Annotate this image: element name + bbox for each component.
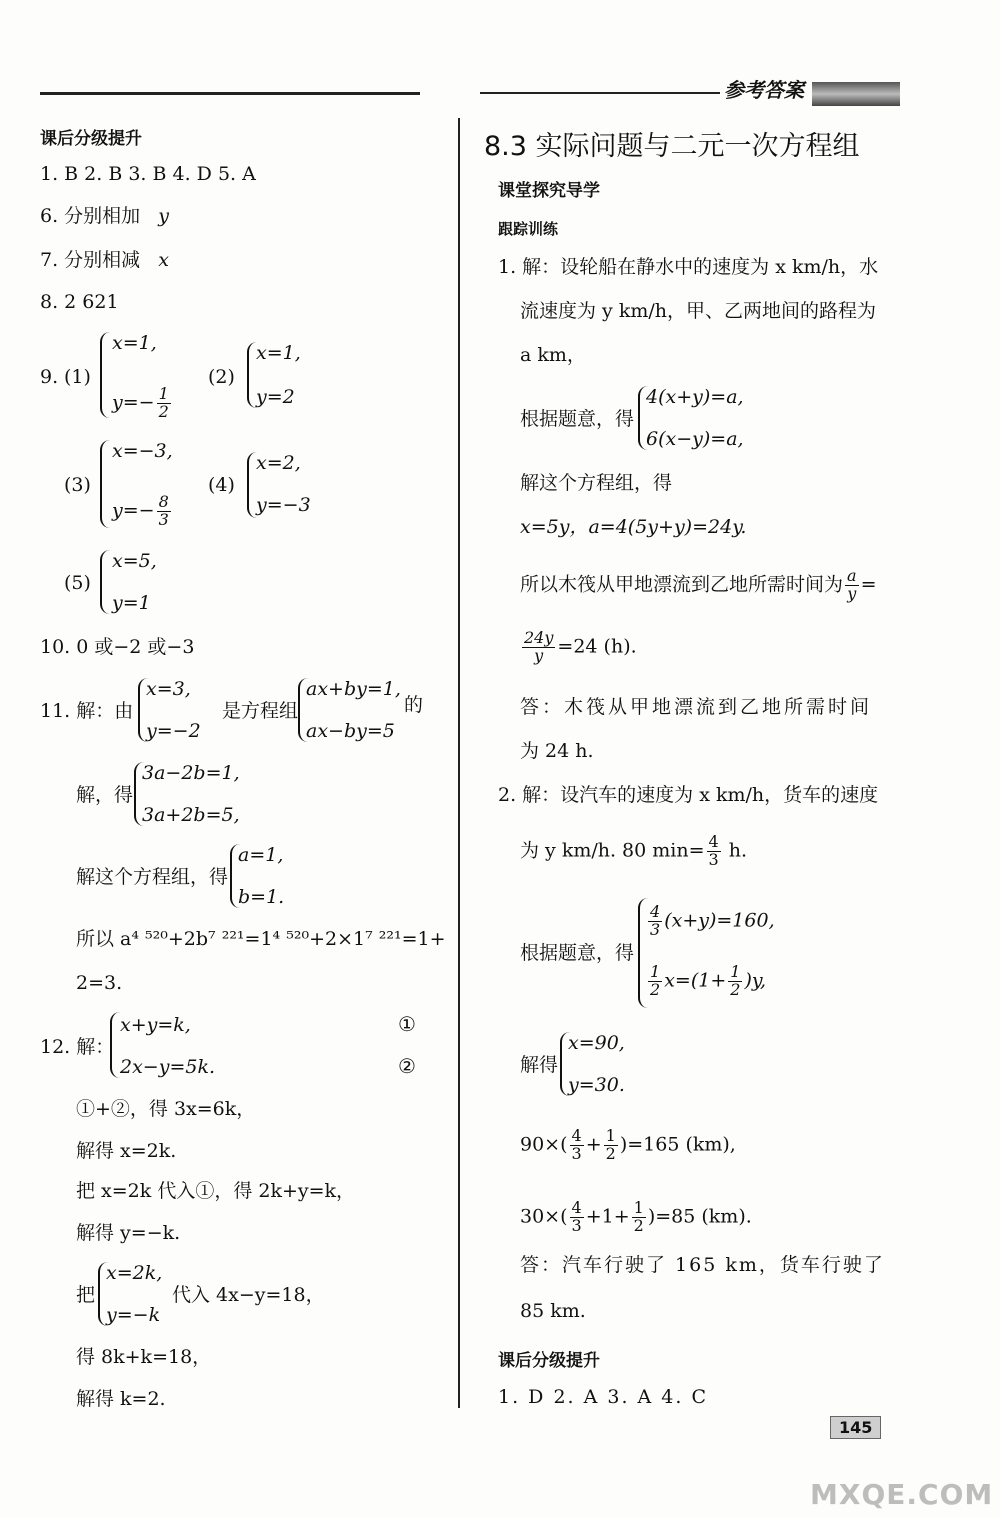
q12-eq1: x+y=k, (120, 1014, 191, 1036)
sys5-line2: y=1 (112, 592, 151, 614)
q11-y: y=−2 (146, 720, 201, 742)
q11-eq1: ax+by=1, (306, 678, 401, 700)
q1-time: 所以木筏从甲地漂流到乙地所需时间为 $\frac{a}{y}$ = (520, 566, 877, 603)
q11-sub-eq1: 3a−2b=1, (142, 762, 240, 784)
q1-line3: a km， (520, 344, 586, 366)
q1-eq2: 6(x−y)=a, (646, 428, 744, 450)
subsection-heading-3: 课后分级提升 (498, 1351, 600, 1371)
part-2-label: (2) (208, 366, 235, 388)
q11-mid: 是方程组 (222, 700, 299, 722)
q2-setup: 根据题意，得 (520, 942, 635, 964)
q2-eq2: $\frac{1}{2}$ x=(1+ $\frac{1}{2}$ )y, (650, 962, 767, 999)
q12-step3: 把 x=2k 代入①，得 2k+y=k， (76, 1180, 356, 1202)
q1-result: x=5y，a=4(5y+y)=24y. (520, 516, 747, 538)
answer-1-5: 1. B 2. B 3. B 4. D 5. A (40, 163, 256, 185)
q1-time-calc: $\frac{24y}{y}$ =24 (h). (524, 628, 637, 665)
q1-answer-line1: 答：木筏从甲地漂流到乙地所需时间 (520, 696, 873, 718)
answer-8: 8. 2 621 (40, 291, 119, 313)
sys3-line1: x=−3, (112, 440, 173, 462)
answer-6: 6. 分别相加 y (40, 205, 170, 227)
answer-12-intro: 12. 解： (40, 1036, 115, 1058)
q12-step5-label: 把 (76, 1284, 96, 1306)
q2-calc2: 30×( $\frac{4}{3}$ +1+ $\frac{1}{2}$ )=85 (km). (520, 1198, 752, 1235)
answer-10: 10. 0 或−2 或−3 (40, 636, 195, 658)
answer-11-intro: 11. 解：由 (40, 700, 134, 722)
q11-sub-eq2: 3a+2b=5, (142, 804, 240, 826)
header-rule-left (40, 92, 420, 95)
q12-step5-y: y=−k (106, 1304, 161, 1326)
sys3-line2: y=− $\frac{8}{3}$ (112, 492, 169, 529)
q11-x: x=3, (146, 678, 191, 700)
q1-line1: 1. 解：设轮船在静水中的速度为 x km/h，水 (498, 256, 879, 278)
q11-sub: 解，得 (76, 784, 134, 806)
sys4-line1: x=2, (256, 452, 301, 474)
brace (110, 1012, 120, 1078)
q2-sol1: x=90, (568, 1032, 625, 1054)
q1-setup: 根据题意，得 (520, 408, 635, 430)
brace (100, 332, 110, 418)
q12-step2: 解得 x=2k. (76, 1140, 177, 1162)
q11-de: 的 (404, 694, 424, 716)
q2-line2: 为 y km/h. 80 min= $\frac{4}{3}$ h. (520, 832, 748, 869)
q11-sol2: b=1. (238, 886, 285, 908)
sys1-line2: y=− $\frac{1}{2}$ (112, 384, 169, 421)
q12-eq2: 2x−y=5k. (120, 1056, 216, 1078)
circled-2: ② (398, 1054, 416, 1078)
q11-result-line1: 所以 a⁴ ⁵²⁰+2b⁷ ²²¹=1⁴ ⁵²⁰+2×1⁷ ²²¹=1+ (76, 928, 446, 950)
q12-step6: 得 8k+k=18， (76, 1346, 212, 1368)
q12-step5-rest: 代入 4x−y=18， (172, 1284, 325, 1306)
watermark: MXQE.COM (810, 1478, 994, 1511)
brace (100, 550, 110, 614)
q2-answer-line2: 85 km. (520, 1300, 586, 1322)
part-3-label: (3) (64, 474, 91, 496)
sys2-line2: y=2 (256, 386, 295, 408)
sys2-line1: x=1, (256, 342, 301, 364)
q2-sol2: y=30. (568, 1074, 625, 1096)
q12-step5-x: x=2k, (106, 1262, 163, 1284)
q12-step7: 解得 k=2. (76, 1388, 166, 1410)
part-4-label: (4) (208, 474, 235, 496)
subsection-heading-1: 课堂探究导学 (498, 181, 600, 201)
page-number: 145 (830, 1416, 881, 1439)
q2-answer-line1: 答：汽车行驶了 165 km，货车行驶了 (520, 1254, 885, 1276)
header-rule-right (480, 92, 720, 94)
q2-line1: 2. 解：设汽车的速度为 x km/h，货车的速度 (498, 784, 879, 806)
q1-solve: 解这个方程组，得 (520, 472, 673, 494)
q2-eq1: $\frac{4}{3}$ (x+y)=160, (650, 902, 775, 939)
column-divider (458, 118, 460, 1408)
answer-7: 7. 分别相减 x (40, 249, 170, 271)
q11-solve: 解这个方程组，得 (76, 866, 229, 888)
sys5-line1: x=5, (112, 550, 157, 572)
header-bar (812, 82, 900, 106)
q2-calc1: 90×( $\frac{4}{3}$ + $\frac{1}{2}$ )=165 (km), (520, 1126, 736, 1163)
q12-step4: 解得 y=−k. (76, 1222, 181, 1244)
q1-line2: 流速度为 y km/h，甲、乙两地间的路程为 (520, 300, 876, 322)
right-answers-1-4: 1. D 2. A 3. A 4. C (498, 1386, 709, 1408)
sys4-line2: y=−3 (256, 494, 311, 516)
q1-answer-line2: 为 24 h. (520, 740, 594, 762)
q2-solved-label: 解得 (520, 1054, 559, 1076)
q1-eq1: 4(x+y)=a, (646, 386, 744, 408)
q11-sol1: a=1, (238, 844, 284, 866)
part-1-label: (1) (64, 366, 91, 388)
q12-step1: ①+②，得 3x=6k， (76, 1098, 256, 1120)
sys1-line1: x=1, (112, 332, 157, 354)
q11-result-line2: 2=3. (76, 972, 123, 994)
circled-1: ① (398, 1012, 416, 1036)
section-heading: 课后分级提升 (40, 129, 142, 149)
brace (100, 440, 110, 528)
answer-9-label: 9. (40, 366, 59, 388)
part-5-label: (5) (64, 572, 91, 594)
section-title: 8.3 实际问题与二元一次方程组 (484, 131, 860, 162)
header-title: 参考答案 (724, 78, 804, 102)
q11-eq2: ax−by=5 (306, 720, 395, 742)
subsection-heading-2: 跟踪训练 (498, 220, 559, 238)
